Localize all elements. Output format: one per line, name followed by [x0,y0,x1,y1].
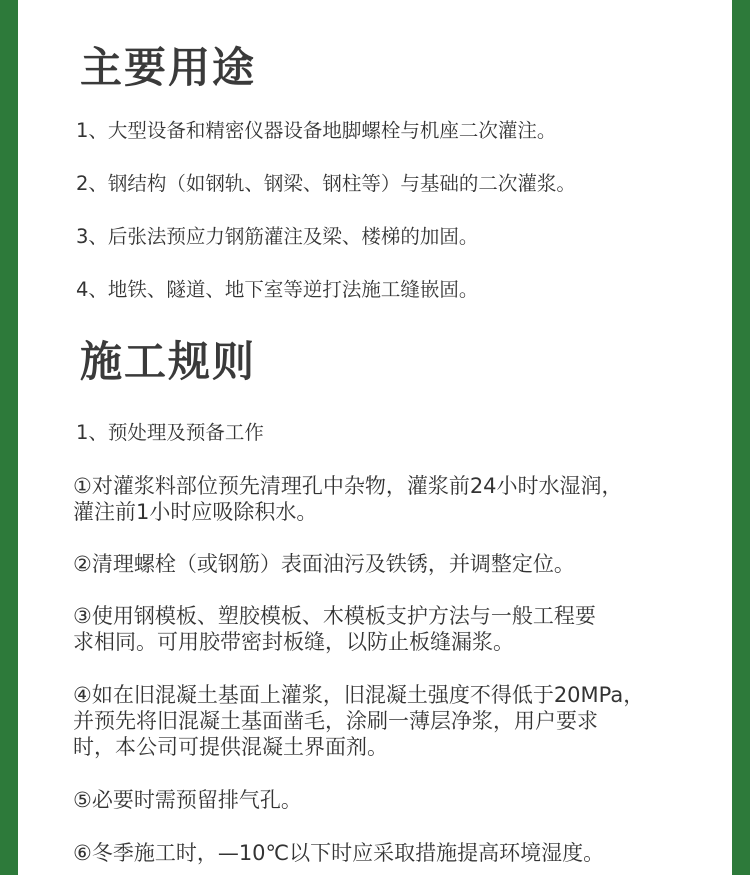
construction-step-4: ④如在旧混凝土基面上灌浆，旧混凝土强度不得低于20MPa， 并预先将旧混凝土基面凿毛，涂刷一薄层净浆，用户要求 时，本公司可提供混凝土界面剂。 [73,683,645,759]
construction-heading: 施工规则 [80,337,257,386]
usage-item-4: 4、地铁、隧道、地下室等逆打法施工缝嵌固。 [76,278,479,301]
usage-item-3: 3、后张法预应力钢筋灌注及梁、楼梯的加固。 [76,225,479,248]
construction-step-5: ⑤必要时需预留排气孔。 [73,788,302,812]
construction-step-2: ②清理螺栓（或钢筋）表面油污及铁锈，并调整定位。 [73,552,575,576]
usage-item-1: 1、大型设备和精密仪器设备地脚螺栓与机座二次灌注。 [76,119,557,142]
construction-step-6: ⑥冬季施工时，—10℃以下时应采取措施提高环境湿度。 [73,841,605,865]
construction-step-3: ③使用钢模板、塑胶模板、木模板支护方法与一般工程要 求相同。可用胶带密封板缝，以防止板缝漏浆。 [73,604,596,654]
content-panel [18,0,732,875]
usage-heading: 主要用途 [80,43,257,92]
construction-step-1: ①对灌浆料部位预先清理孔中杂物，灌浆前24小时水湿润， 灌注前1小时应吸除积水。 [73,474,623,524]
usage-item-2: 2、钢结构（如钢轨、钢梁、钢柱等）与基础的二次灌浆。 [76,172,576,195]
construction-subheading: 1、预处理及预备工作 [76,421,264,444]
